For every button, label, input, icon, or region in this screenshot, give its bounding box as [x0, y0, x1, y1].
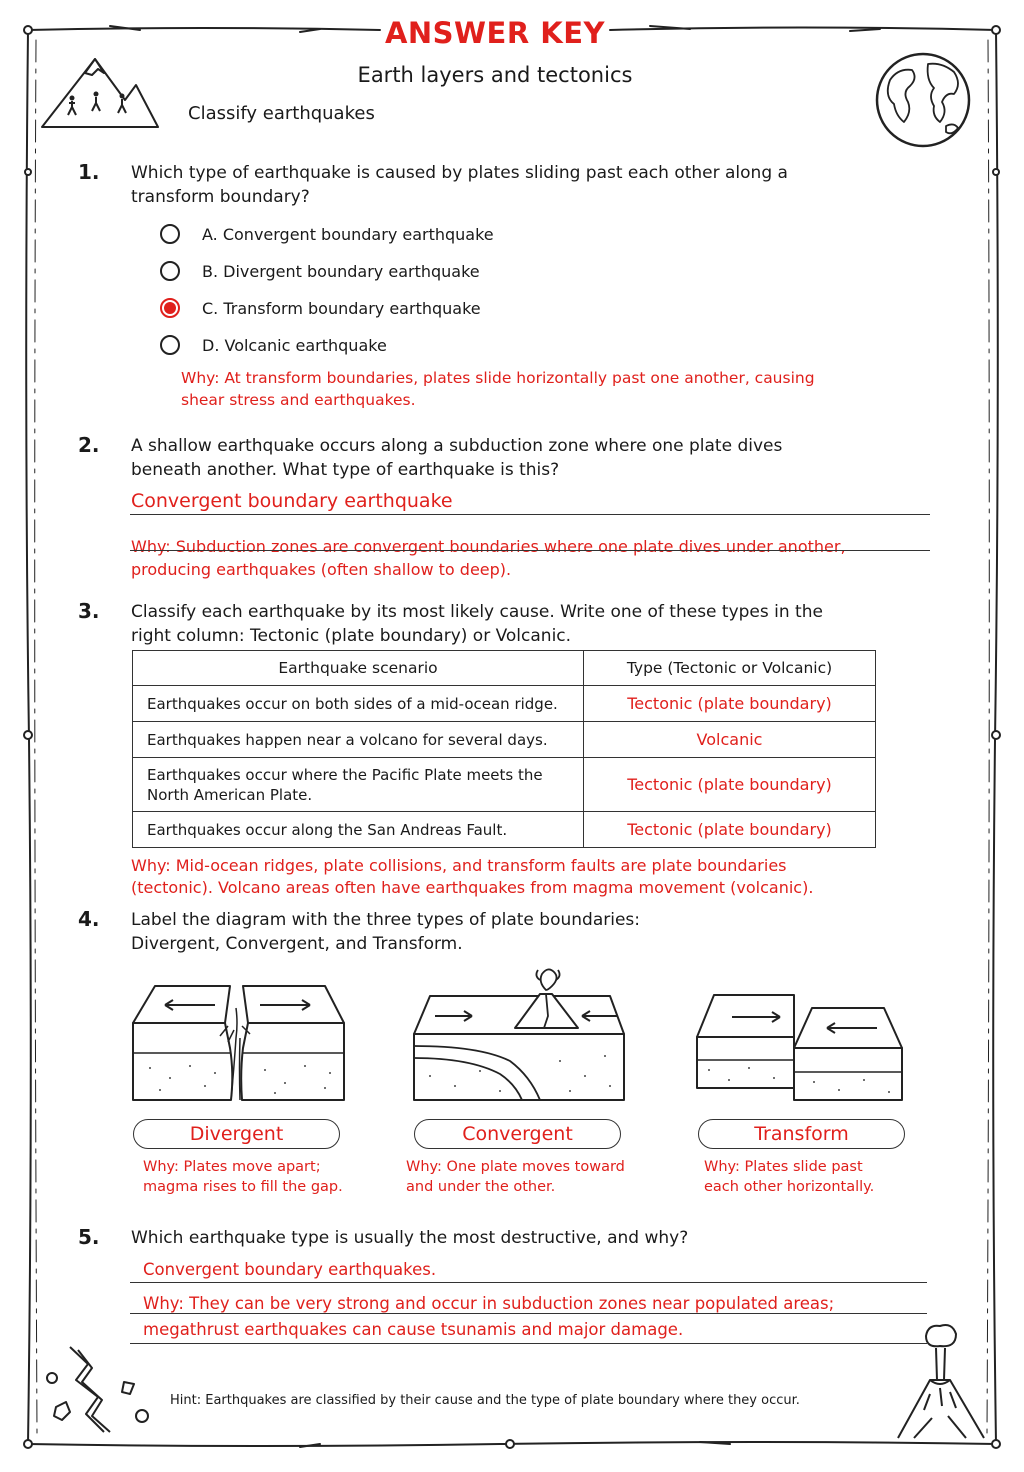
- q4-question-line2: Divergent, Convergent, and Transform.: [131, 934, 463, 954]
- q1-option-c[interactable]: [160, 295, 481, 321]
- radio-button[interactable]: [160, 335, 180, 355]
- divergent-boundary-diagram: [130, 978, 348, 1103]
- section-title: Classify earthquakes: [188, 103, 375, 124]
- divergent-why-line1: Why: Plates move apart;: [143, 1159, 321, 1175]
- convergent-label: Convergent: [414, 1119, 621, 1149]
- table-row: [133, 722, 876, 758]
- type-cell: Volcanic: [584, 722, 876, 758]
- option-label: D. Volcanic earthquake: [202, 335, 387, 355]
- convergent-why-line1: Why: One plate moves toward: [406, 1159, 625, 1175]
- q2-why-line1: Why: Subduction zones are convergent boundaries where one plate dives under another,: [131, 537, 846, 556]
- convergent-boundary-diagram: [410, 966, 628, 1103]
- q5-number: 5.: [78, 1225, 100, 1249]
- q5-answer: Convergent boundary earthquakes.: [143, 1260, 437, 1279]
- radio-button[interactable]: [160, 224, 180, 244]
- q4-number: 4.: [78, 907, 100, 931]
- type-cell: Tectonic (plate boundary): [584, 758, 876, 812]
- q4-question-line1: Label the diagram with the three types of plate boundaries:: [131, 910, 641, 930]
- type-cell: Tectonic (plate boundary): [584, 686, 876, 722]
- q2-answer-line: [130, 514, 930, 515]
- q3-why-line2: (tectonic). Volcano areas often have earthquakes from magma movement (volcanic).: [131, 878, 814, 897]
- radio-button-selected[interactable]: [160, 298, 180, 318]
- q2-question: A shallow earthquake occurs along a subduction zone where one plate dives beneath another. What type of earthquake is this?: [131, 436, 783, 480]
- scenario-cell: Earthquakes occur along the San Andreas Fault.: [133, 812, 584, 848]
- classification-table: [132, 650, 876, 848]
- table-header: Earthquake scenario: [133, 651, 584, 686]
- cracked-rocks-icon: [40, 1342, 160, 1437]
- globe-icon: [868, 50, 978, 150]
- q1-why-line2: shear stress and earthquakes.: [181, 391, 416, 409]
- volcano-icon: [890, 1318, 990, 1442]
- q1-option-b[interactable]: [160, 258, 480, 284]
- scenario-cell: Earthquakes happen near a volcano for several days.: [133, 722, 584, 758]
- transform-why-line2: each other horizontally.: [704, 1179, 875, 1195]
- table-row: [133, 812, 876, 848]
- page-subtitle: Earth layers and tectonics: [357, 63, 633, 87]
- transform-why-line1: Why: Plates slide past: [704, 1159, 863, 1175]
- page-title: ANSWER KEY: [384, 16, 606, 50]
- q5-answer-line: [130, 1313, 927, 1314]
- q1-option-d[interactable]: [160, 332, 387, 358]
- scenario-cell: Earthquakes occur on both sides of a mid-ocean ridge.: [133, 686, 584, 722]
- option-label: B. Divergent boundary earthquake: [202, 261, 480, 281]
- transform-boundary-diagram: [694, 990, 906, 1103]
- scenario-cell: Earthquakes occur where the Pacific Plate meets the North American Plate.: [133, 758, 584, 812]
- q2-why-line2: producing earthquakes (often shallow to deep).: [131, 560, 512, 579]
- q2-why-underline: [130, 550, 930, 551]
- type-cell: Tectonic (plate boundary): [584, 812, 876, 848]
- option-label: C. Transform boundary earthquake: [202, 298, 481, 318]
- q1-question: Which type of earthquake is caused by plates sliding past each other along a transform boundary?: [131, 163, 788, 207]
- q1-why-line1: Why: At transform boundaries, plates slide horizontally past one another, causing: [181, 369, 815, 387]
- q1-option-a[interactable]: [160, 221, 494, 247]
- convergent-why-line2: and under the other.: [406, 1179, 556, 1195]
- q5-answer-line: [130, 1282, 927, 1283]
- option-label: A. Convergent boundary earthquake: [202, 224, 494, 244]
- mountain-climbers-icon: [40, 55, 160, 130]
- q3-why-line1: Why: Mid-ocean ridges, plate collisions, and transform faults are plate boundaries: [131, 856, 787, 875]
- q2-answer: Convergent boundary earthquake: [131, 490, 453, 512]
- q2-number: 2.: [78, 433, 100, 457]
- radio-button[interactable]: [160, 261, 180, 281]
- q1-number: 1.: [78, 160, 100, 184]
- divergent-label: Divergent: [133, 1119, 340, 1149]
- q5-question: Which earthquake type is usually the most destructive, and why?: [131, 1228, 689, 1248]
- table-row: [133, 686, 876, 722]
- q5-why-line2: megathrust earthquakes can cause tsunamis and major damage.: [143, 1320, 684, 1339]
- divergent-why-line2: magma rises to fill the gap.: [143, 1179, 343, 1195]
- table-header-row: [133, 651, 876, 686]
- hint-text: Hint: Earthquakes are classified by their cause and the type of plate boundary where they occur.: [170, 1393, 800, 1408]
- q3-number: 3.: [78, 599, 100, 623]
- radio-dot: [164, 302, 176, 314]
- table-header: Type (Tectonic or Volcanic): [584, 651, 876, 686]
- q5-answer-line: [130, 1343, 927, 1344]
- transform-label: Transform: [698, 1119, 905, 1149]
- q5-why-line1: Why: They can be very strong and occur in subduction zones near populated areas;: [143, 1294, 835, 1313]
- table-row: [133, 758, 876, 812]
- q3-question: Classify each earthquake by its most likely cause. Write one of these types in the right column: Tectonic (plate boundary) or Volcanic.: [131, 602, 823, 646]
